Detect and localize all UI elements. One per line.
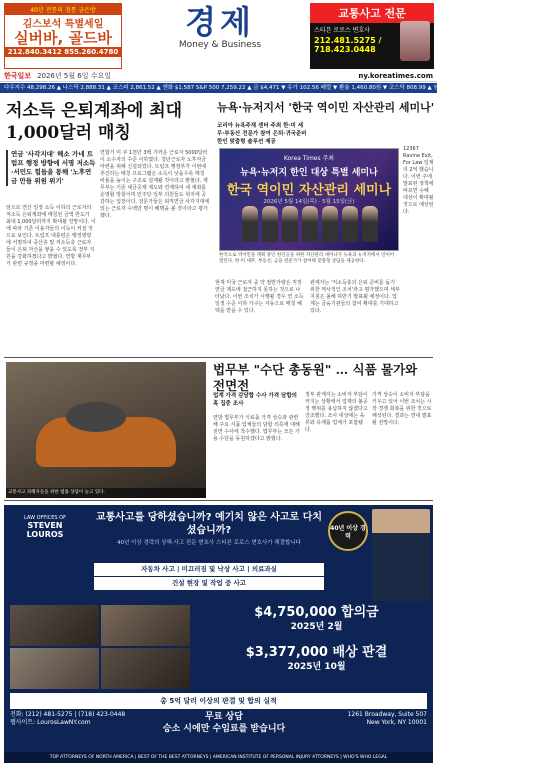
- contact-website[interactable]: 웹사이트: LourosLawNY.com: [10, 719, 91, 726]
- lawyer-portrait: [372, 509, 430, 601]
- ad-left-top: 40년 전통의 정통 금은방: [5, 4, 121, 15]
- settlement-value-2: $3,377,000 배상 판결: [245, 645, 388, 660]
- accolades-footer: TOP ATTORNEYS OF NORTH AMERICA | BEST OF THE BEST ATTORNEYS | AMERICAN INSTITUTE OF PERSONAL INJURY ATTORNEYS | WHO'S WHO LEGAL: [4, 752, 433, 763]
- story3-col1: 연방 법무부가 식료품 가격 상승과 관련해 주요 식품 업체들의 담합 의혹에 대해 전면 수사에 착수했다. 법무부는 모든 가용 수단을 동원하겠다고 밝혔다.: [213, 415, 300, 442]
- accident-lawyer-ad-top[interactable]: [310, 3, 434, 69]
- section-divider: [4, 357, 433, 358]
- services-list-2: 건설 현장 및 작업 중 사고: [94, 577, 324, 590]
- free-consultation-title: 무료 상담: [205, 712, 243, 722]
- speaker-figure: [282, 206, 298, 242]
- seminar-photo: [219, 148, 399, 251]
- speaker-figure: [322, 206, 338, 242]
- contact-info: [10, 711, 140, 727]
- story3-subheadline: 업계 가격 감담합 수사 가격 담합의혹 집중 조사: [213, 393, 297, 407]
- firm-name: STEVEN LOUROS: [26, 521, 64, 539]
- firm-logo-sub: LAW OFFICES OF: [24, 515, 66, 521]
- services-list: 자동차 사고 | 미끄러짐 및 낙상 사고 | 의료과실: [94, 563, 324, 576]
- accident-photo: [101, 648, 190, 689]
- site-url[interactable]: ny.koreatimes.com: [358, 71, 433, 80]
- section-logo[interactable]: [170, 4, 270, 50]
- settlement-year-1: 2025년 2월: [290, 622, 343, 632]
- speakers-group: [230, 206, 390, 246]
- address-line-2: New York, NY 10001: [366, 719, 427, 726]
- story1-col1: 앞으로 연간 일정 소득 이하의 근로자의 저소득 은퇴계좌에 매칭된 금액 한도가 최대 1,000달러까지 확대될 전망이다. 이에 따라 기존 이용자들의 이득이 커질 것으로 보인다. 트럼프 대통령은 행정명령에 서명하여 중산층 및 저소득층 근로자들이 은퇴 자산을 쌓을 수 있도록 정부 지원을 강화하겠다고 밝혔다. 연방 재무부가 관련 규정을 마련할 예정이다.: [6, 205, 96, 267]
- speaker-figure: [262, 206, 278, 242]
- ad-question: 교통사고를 당하셨습니까? 예기치 않은 사고로 다치셨습니까?: [95, 512, 323, 536]
- story2-headline[interactable]: 뉴욕·뉴저지서 '한국 역이민 자산관리 세미나': [217, 101, 435, 114]
- story1-headline[interactable]: 저소득 은퇴계좌에 최대 1,000달러 매칭: [6, 101, 183, 143]
- story3-col2: 정부 관계자는 소비자 부담이 커지는 상황에서 업계의 불공정 행위를 용납하지 않겠다고 강조했다. 조사 대상에는 육류와 유제품 업체가 포함됐다.: [305, 392, 368, 433]
- firm-logo: [10, 513, 80, 539]
- accident-photo: [10, 605, 99, 646]
- gold-silver-ad[interactable]: [4, 3, 122, 69]
- law-firm-ad[interactable]: [4, 505, 433, 763]
- address-line-1: 1261 Broadway, Suite 507: [347, 711, 427, 718]
- seminar-title: 뉴욕·뉴저지 한인 대상 특별 세미나: [240, 168, 378, 178]
- total-results-banner: 총 5억 달러 이상의 판결 및 합의 실적: [10, 693, 427, 709]
- issue-date: 2026년 5월 6일 수요일: [37, 71, 112, 80]
- section-subtitle: Money & Business: [178, 40, 262, 50]
- paper-name: 한국일보: [4, 71, 32, 80]
- speaker-figure: [242, 206, 258, 242]
- contingency-note: 승소 시에만 수임료를 받습니다: [162, 724, 286, 734]
- settlement-amount-1: [204, 605, 429, 635]
- car-accident-photo: [6, 362, 206, 498]
- speaker-figure: [302, 206, 318, 242]
- contact-phone[interactable]: 전화: (212) 481-5275 | (718) 423-0448: [10, 711, 126, 718]
- lawyer-photo: [400, 21, 430, 61]
- story3-headline[interactable]: 법무부 "수단 총동원" … 식품 물가와 전면전: [213, 362, 418, 393]
- story1-col4: 관계자는 '저소득층의 은퇴 준비를 돕기 위한 역사적인 조치'라고 평가했으며 세부 지침은 올해 하반기 발표될 예정이다. 업계는 금융기관들의 참여 확대를 기대하고 있다.: [310, 280, 400, 314]
- ad-subline: 40년 이상 경력의 상해·사고 전문 변호사 스티븐 로로스 변호사가 해결합니다: [117, 540, 301, 546]
- story1-col2: 연합기 미 쿠 1천만 3백 가까운 근로자 5000달러 이 소수자의 수준 이하였다. 청년근로자 노후자금 마련을 위해 신설되었다. 트럼프 행정부가 이번에 추진하는 매칭 프로그램은 소득이 낮을수록 매칭 비율을 높이는 구조로 설계될 것이라고 밝혔다. 재무부는 기존 세금공제 제도와 연계하여 새 계좌를 운영할 방침이며 민주당 일부 의원들도 취지에 공감하는 입장이다. 전문가들은 퇴직연금 사각지대에 있는 근로자 수백만 명이 혜택을 볼 것이라고 평가했다.: [100, 150, 210, 219]
- ad-left-headline: 실버바, 골드바: [14, 29, 112, 47]
- story3-col3: 가격 상승이 소비자 부담을 키우고 있어 이번 조치는 시장 경쟁 회복을 위한 것으로 해석된다. 결과는 연내 발표될 전망이다.: [372, 392, 432, 426]
- ad-right-phone: 212.481.5275 / 718.423.0448: [314, 36, 382, 54]
- speaker-figure: [342, 206, 358, 242]
- story2-caption: 한국으로 역이민을 계획 중인 한인들을 위한 자산관리 세미나가 뉴욕과 뉴저지에서 연이어 열린다. 한·미 세무, 부동산, 금융 전문가가 참여해 맞춤형 상담을 제공한다.: [219, 253, 395, 264]
- story1-col3: 현재 미국 근로자 중 약 절반가량은 직장 연금 제도에 접근하지 못하는 것으로 나타났다. 이번 조치가 시행될 경우 연 소득 일정 수준 이하 가구는 자동으로 매칭 혜택을 받을 수 있다.: [215, 280, 304, 314]
- settlement-value-1: $4,750,000 합의금: [254, 605, 379, 620]
- settlement-year-2: 2025년 10월: [287, 662, 346, 672]
- seminar-date: 2026년 5월 14일(목) · 5월 15일(금): [263, 199, 355, 205]
- ad-right-sub: 스티븐 로로스 변호사: [314, 27, 370, 34]
- story2-subheadline: 코리아 뉴욕주재 센터 주최 한·미 세무·부동산 전문가 참여 은퇴·귀국준비 한인 맞춤형 솔루션 제공: [217, 123, 307, 145]
- section-title: 경제: [185, 3, 255, 41]
- car-photo-caption: 교통사고 피해자들을 위한 법률 상담이 늘고 있다.: [6, 488, 206, 498]
- ad-left-name: 김스보석 특별세일: [22, 19, 104, 30]
- speaker-figure: [362, 206, 378, 242]
- damage-shape: [66, 402, 126, 432]
- accident-photo: [10, 648, 99, 689]
- seminar-host: Korea Times 주최: [283, 155, 335, 162]
- seminar-title-main: 한국 역이민 자산관리 세미나: [226, 183, 392, 198]
- settlement-amount-2: [204, 645, 429, 675]
- dateline: [0, 70, 437, 82]
- story1-col-right: 12367 Ravine Exit, For Law 일제리 2억 했습니다. 이번 주에 발표된 정책에 따르면 수혜 대상이 확대될 것으로 예상된다.: [403, 146, 434, 215]
- accident-photo: [101, 605, 190, 646]
- market-ticker: 다우지수 48,298.26 ▲ 나스닥 2,888.31 ▲ 코스피 2,861.52 ▲ 엔화 $1,587 S&P 500 7,259.22 ▲ 금 $4,471 ▼ 유가 102.56 배럴 ▼ 환율 1,460.80원 ▼ 코스닥 808.99 ▲ 원 $338.12 ▼ 코스닥 1,213.34 ▲ 21.39: [0, 83, 437, 93]
- section-divider: [4, 500, 433, 501]
- ad-left-phones: 212.840.3412 855.260.4780: [5, 47, 121, 57]
- experience-badge: 40년 이상 경력: [328, 511, 368, 551]
- office-address: [304, 711, 427, 727]
- accident-photos: [10, 605, 190, 689]
- story1-deck: 연금 '사각지대' 해소 가네 트럼프 행정 방향에 서명 저소득·서민도 힘들을 통해 '노후연금 만들 위원 위기': [6, 150, 96, 186]
- free-consultation: [154, 711, 294, 735]
- ad-right-headline: 교통사고 전문: [310, 3, 434, 23]
